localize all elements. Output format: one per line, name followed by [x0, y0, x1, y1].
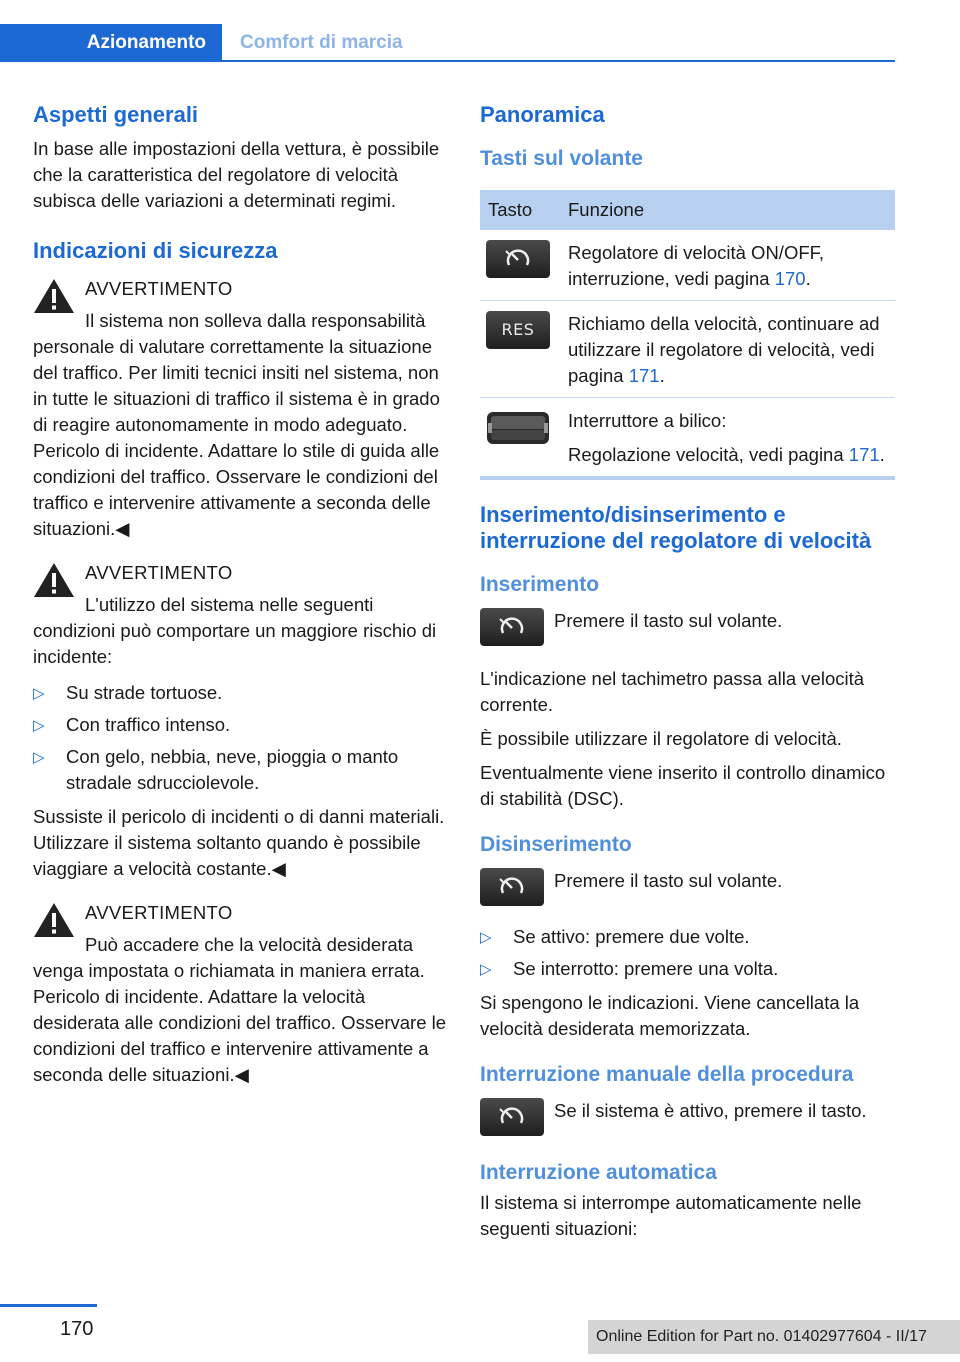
key-cell: [480, 230, 560, 301]
auto-text: Il sistema si interrompe automaticamente nelle seguenti situazioni:: [480, 1192, 862, 1239]
list-item: ▷ Se interrotto: premere una volta.: [480, 956, 895, 982]
key-instruction-off: Premere il tasto sul volante.: [480, 868, 895, 906]
cruise-control-icon: [494, 874, 530, 900]
right-column: [480, 100, 895, 1252]
warning-text: Il sistema non solleva dalla responsabilità personale di valutare correttamente la situazione del traffico. Per limiti tecnici insiti nel sistema, non in tutte le situazioni di traffico il sistema è in grado di reagire autonomamente in modo adeguato. Pericolo di incidente. Adattare lo stile di guida alle condizioni del traffico. Osservare le condizioni del traffico e intervenire attivamente a seconda delle situazioni.◀: [33, 310, 440, 539]
on-text-1: L'indicazione nel tachimetro passa alla velocità corrente.: [480, 668, 865, 715]
section-title-switch: Inserimento/disinserimento e interruzione del regolatore di velocità: [480, 502, 872, 553]
key-cell: [480, 301, 560, 398]
list-item: ▷ Se attivo: premere due volte.: [480, 924, 895, 950]
table-header-row: [480, 190, 895, 230]
cruise-control-icon: [494, 614, 530, 640]
warning-block-2: [33, 560, 448, 882]
left-column: [33, 100, 448, 1098]
general-text: In base alle impostazioni della vettura, è possibile che la caratteristica del regolatore di velocità subisca delle variazioni a determinati regimi.: [33, 138, 440, 211]
list-item: ▷ Con gelo, nebbia, neve, pioggia o manto stradale sdrucciolevole.: [33, 746, 399, 793]
subsection-title-on: Inserimento: [480, 573, 600, 596]
warning-text: Può accadere che la velocità desiderata venga impostata o richiamata in maniera errata. Pericolo di incidente. Adattare la velocità desiderata alle condizioni del traffico. Osservare le condizioni del traffico e intervenire attivamente a seconda delle situazioni.◀: [33, 934, 447, 1085]
warning-text: L'utilizzo del sistema nelle seguenti condizioni può comportare un maggiore rischio di incidente:: [33, 594, 437, 667]
tab-comfort-di-marcia[interactable]: Comfort di marcia: [240, 32, 403, 53]
table-row: [480, 230, 895, 301]
cruise-control-button-image: [480, 868, 544, 906]
tab-azionamento[interactable]: Azionamento: [0, 24, 222, 62]
function-cell: Interruttore a bilico: Regolazione velocità, vedi pagina 171.: [560, 398, 895, 479]
subsection-title-wheel-keys: Tasti sul volante: [480, 147, 643, 170]
function-cell: Richiamo della velocità, continuare ad utilizzare il regolatore di velocità, vedi pagina 171.: [560, 301, 895, 398]
off-after-text: Si spengono le indicazioni. Viene cancellata la velocità desiderata memorizzata.: [480, 992, 860, 1039]
subsection-title-manual: Interruzione manuale della procedura: [480, 1063, 854, 1086]
section-title-safety: Indicazioni di sicurezza: [33, 238, 278, 263]
triangle-bullet-icon: ▷: [33, 717, 45, 734]
triangle-bullet-icon: ▷: [33, 749, 45, 766]
warning-block-3: [33, 900, 448, 1088]
warning-after-text: Sussiste il pericolo di incidenti o di danni materiali. Utilizzare il sistema soltanto quando è possibile viaggiare a velocità costante.◀: [33, 806, 445, 879]
warning-block-1: [33, 276, 448, 542]
edition-banner: Online Edition for Part no. 01402977604 - II/17: [588, 1320, 960, 1354]
footer-divider: [0, 1304, 97, 1307]
section-title-general: Aspetti generali: [33, 102, 199, 127]
key-instruction-on: Premere il tasto sul volante.: [480, 608, 895, 646]
list-item: ▷ Con traffico intenso.: [33, 712, 448, 738]
cruise-control-icon: [500, 246, 536, 272]
warning-triangle-icon: [33, 278, 75, 314]
table-row: [480, 398, 895, 479]
wheel-keys-table: [480, 190, 895, 480]
on-text-2: È possibile utilizzare il regolatore di velocità.: [480, 728, 842, 749]
key-cell: [480, 398, 560, 479]
page-link[interactable]: 171: [628, 365, 660, 386]
subsection-title-auto: Interruzione automatica: [480, 1161, 717, 1184]
res-button-image: RES: [486, 311, 550, 349]
warning-title: AVVERTIMENTO: [85, 562, 233, 583]
page-number: 170: [60, 1318, 94, 1340]
cruise-control-icon: [494, 1104, 530, 1130]
column-header-key: Tasto: [480, 190, 560, 230]
table-row: [480, 301, 895, 398]
triangle-bullet-icon: ▷: [480, 929, 492, 946]
cruise-control-button-image: [480, 1098, 544, 1136]
function-cell: Regolatore di velocità ON/OFF, interruzione, vedi pagina 170.: [560, 230, 895, 301]
off-list: [480, 924, 895, 982]
header-divider: [0, 60, 895, 62]
warning-triangle-icon: [33, 562, 75, 598]
triangle-bullet-icon: ▷: [33, 685, 45, 702]
warning-title: AVVERTIMENTO: [85, 278, 233, 299]
on-text-3: Eventualmente viene inserito il controllo dinamico di stabilità (DSC).: [480, 762, 886, 809]
key-instruction-manual: Se il sistema è attivo, premere il tasto.: [480, 1098, 895, 1136]
warning-list: [33, 680, 448, 796]
page-header: [0, 0, 895, 62]
rocker-switch-icon: [486, 408, 550, 448]
column-header-function: Funzione: [560, 190, 895, 230]
triangle-bullet-icon: ▷: [480, 961, 492, 978]
section-title-overview: Panoramica: [480, 102, 605, 127]
warning-triangle-icon: [33, 902, 75, 938]
page-link[interactable]: 171: [848, 444, 880, 465]
warning-title: AVVERTIMENTO: [85, 902, 233, 923]
list-item: ▷ Su strade tortuose.: [33, 680, 448, 706]
subsection-title-off: Disinserimento: [480, 833, 632, 856]
cruise-control-button-image: [486, 240, 550, 278]
page-link[interactable]: 170: [774, 268, 806, 289]
cruise-control-button-image: [480, 608, 544, 646]
